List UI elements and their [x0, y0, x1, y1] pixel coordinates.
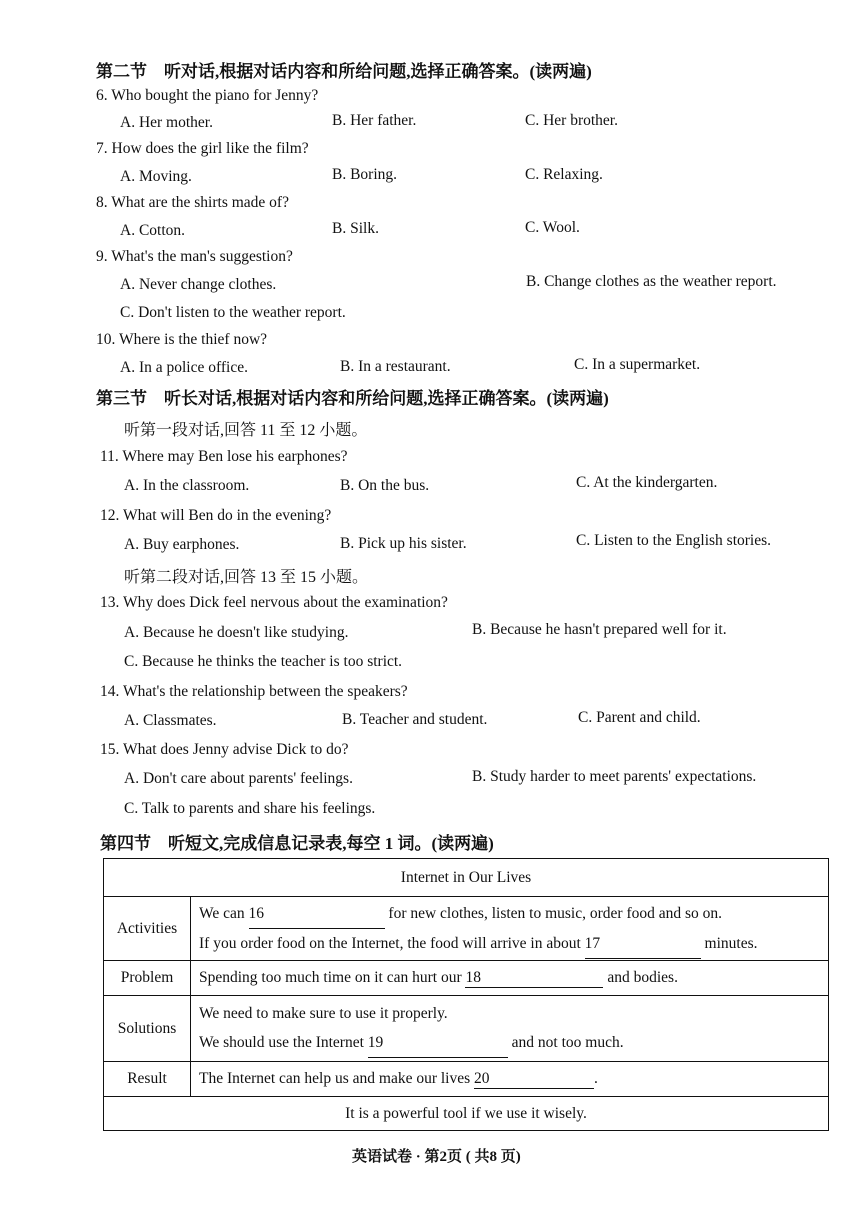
- table-title: Internet in Our Lives: [104, 859, 829, 897]
- question-6: 6. Who bought the piano for Jenny?: [96, 87, 319, 104]
- solutions-text-2b: and not too much.: [511, 1034, 624, 1051]
- section-3-subtitle-2: 听第二段对话,回答 13 至 15 小题。: [124, 569, 369, 586]
- q8-option-b: B. Silk.: [332, 220, 379, 237]
- table-footer: It is a powerful tool if we use it wisely.: [104, 1097, 829, 1131]
- problem-cell: [191, 961, 829, 996]
- q14-option-c: C. Parent and child.: [578, 709, 701, 726]
- solutions-text-2a: We should use the Internet: [199, 1034, 364, 1051]
- q9-option-c: C. Don't listen to the weather report.: [120, 304, 346, 321]
- q7-option-b: B. Boring.: [332, 166, 398, 183]
- q13-option-a: A. Because he doesn't like studying.: [124, 624, 349, 641]
- question-10: 10. Where is the thief now?: [96, 331, 268, 348]
- q15-option-a: A. Don't care about parents' feelings.: [124, 770, 353, 787]
- q6-option-a: A. Her mother.: [120, 114, 213, 131]
- q7-option-c: C. Relaxing.: [525, 166, 603, 183]
- question-13: 13. Why does Dick feel nervous about the examination?: [100, 594, 448, 611]
- q6-option-c: C. Her brother.: [525, 112, 618, 129]
- q8-option-a: A. Cotton.: [120, 222, 186, 239]
- activities-text-1a: We can: [199, 904, 245, 922]
- q10-option-c: C. In a supermarket.: [574, 356, 701, 373]
- result-text-b: .: [594, 1069, 598, 1087]
- page-footer: 英语试卷 · 第2页 ( 共8 页): [352, 1149, 521, 1165]
- q6-option-b: B. Her father.: [332, 112, 417, 129]
- q11-option-b: B. On the bus.: [340, 477, 430, 494]
- q13-option-c: C. Because he thinks the teacher is too strict.: [124, 653, 403, 670]
- blank-19[interactable]: 19: [368, 1028, 508, 1058]
- result-text-a: The Internet can help us and make our lives: [199, 1069, 471, 1087]
- q14-option-a: A. Classmates.: [124, 712, 217, 729]
- q15-option-c: C. Talk to parents and share his feelings.: [124, 800, 376, 817]
- q11-option-a: A. In the classroom.: [124, 477, 250, 494]
- solutions-text-1: We need to make sure to use it properly.: [199, 1005, 448, 1022]
- problem-text-a: Spending too much time on it can hurt our: [199, 968, 462, 986]
- row-label-activities: Activities: [104, 897, 191, 961]
- question-14: 14. What's the relationship between the speakers?: [100, 683, 408, 700]
- section-4-title: 第四节 听短文,完成信息记录表,每空 1 词。(读两遍): [100, 834, 494, 853]
- q10-option-a: A. In a police office.: [120, 359, 248, 376]
- section-2-title: 第二节 听对话,根据对话内容和所给问题,选择正确答案。(读两遍): [96, 62, 592, 81]
- q10-option-b: B. In a restaurant.: [340, 358, 451, 375]
- q9-option-b: B. Change clothes as the weather report.: [526, 273, 777, 290]
- row-label-solutions: Solutions: [104, 996, 191, 1062]
- question-8: 8. What are the shirts made of?: [96, 194, 289, 211]
- q12-option-a: A. Buy earphones.: [124, 536, 240, 553]
- blank-20[interactable]: 20: [474, 1070, 594, 1089]
- question-7: 7. How does the girl like the film?: [96, 140, 309, 157]
- activities-text-2b: minutes.: [704, 934, 758, 952]
- q15-option-b: B. Study harder to meet parents' expectations.: [472, 768, 757, 785]
- question-15: 15. What does Jenny advise Dick to do?: [100, 741, 349, 758]
- blank-16[interactable]: 16: [249, 899, 385, 929]
- activities-text-1b: for new clothes, listen to music, order food and so on.: [388, 904, 723, 922]
- q14-option-b: B. Teacher and student.: [342, 711, 488, 728]
- q11-option-c: C. At the kindergarten.: [576, 474, 718, 491]
- result-cell: [191, 1062, 829, 1097]
- section-3-title: 第三节 听长对话,根据对话内容和所给问题,选择正确答案。(读两遍): [96, 389, 609, 408]
- activities-cell: [191, 897, 829, 961]
- row-label-problem: Problem: [104, 961, 191, 996]
- q7-option-a: A. Moving.: [120, 168, 192, 185]
- question-12: 12. What will Ben do in the evening?: [100, 507, 332, 524]
- section-3-subtitle-1: 听第一段对话,回答 11 至 12 小题。: [124, 422, 368, 439]
- blank-17[interactable]: 17: [585, 929, 701, 959]
- q13-option-b: B. Because he hasn't prepared well for it.: [472, 621, 727, 638]
- q12-option-c: C. Listen to the English stories.: [576, 532, 772, 549]
- q12-option-b: B. Pick up his sister.: [340, 535, 467, 552]
- q9-option-a: A. Never change clothes.: [120, 276, 277, 293]
- blank-18[interactable]: 18: [465, 969, 603, 988]
- activities-text-2a: If you order food on the Internet, the food will arrive in about: [199, 934, 581, 952]
- solutions-cell: [191, 996, 829, 1062]
- question-11: 11. Where may Ben lose his earphones?: [100, 448, 348, 465]
- info-record-table: [103, 858, 829, 1131]
- question-9: 9. What's the man's suggestion?: [96, 248, 293, 265]
- q8-option-c: C. Wool.: [525, 219, 580, 236]
- problem-text-b: and bodies.: [607, 968, 678, 986]
- row-label-result: Result: [104, 1062, 191, 1097]
